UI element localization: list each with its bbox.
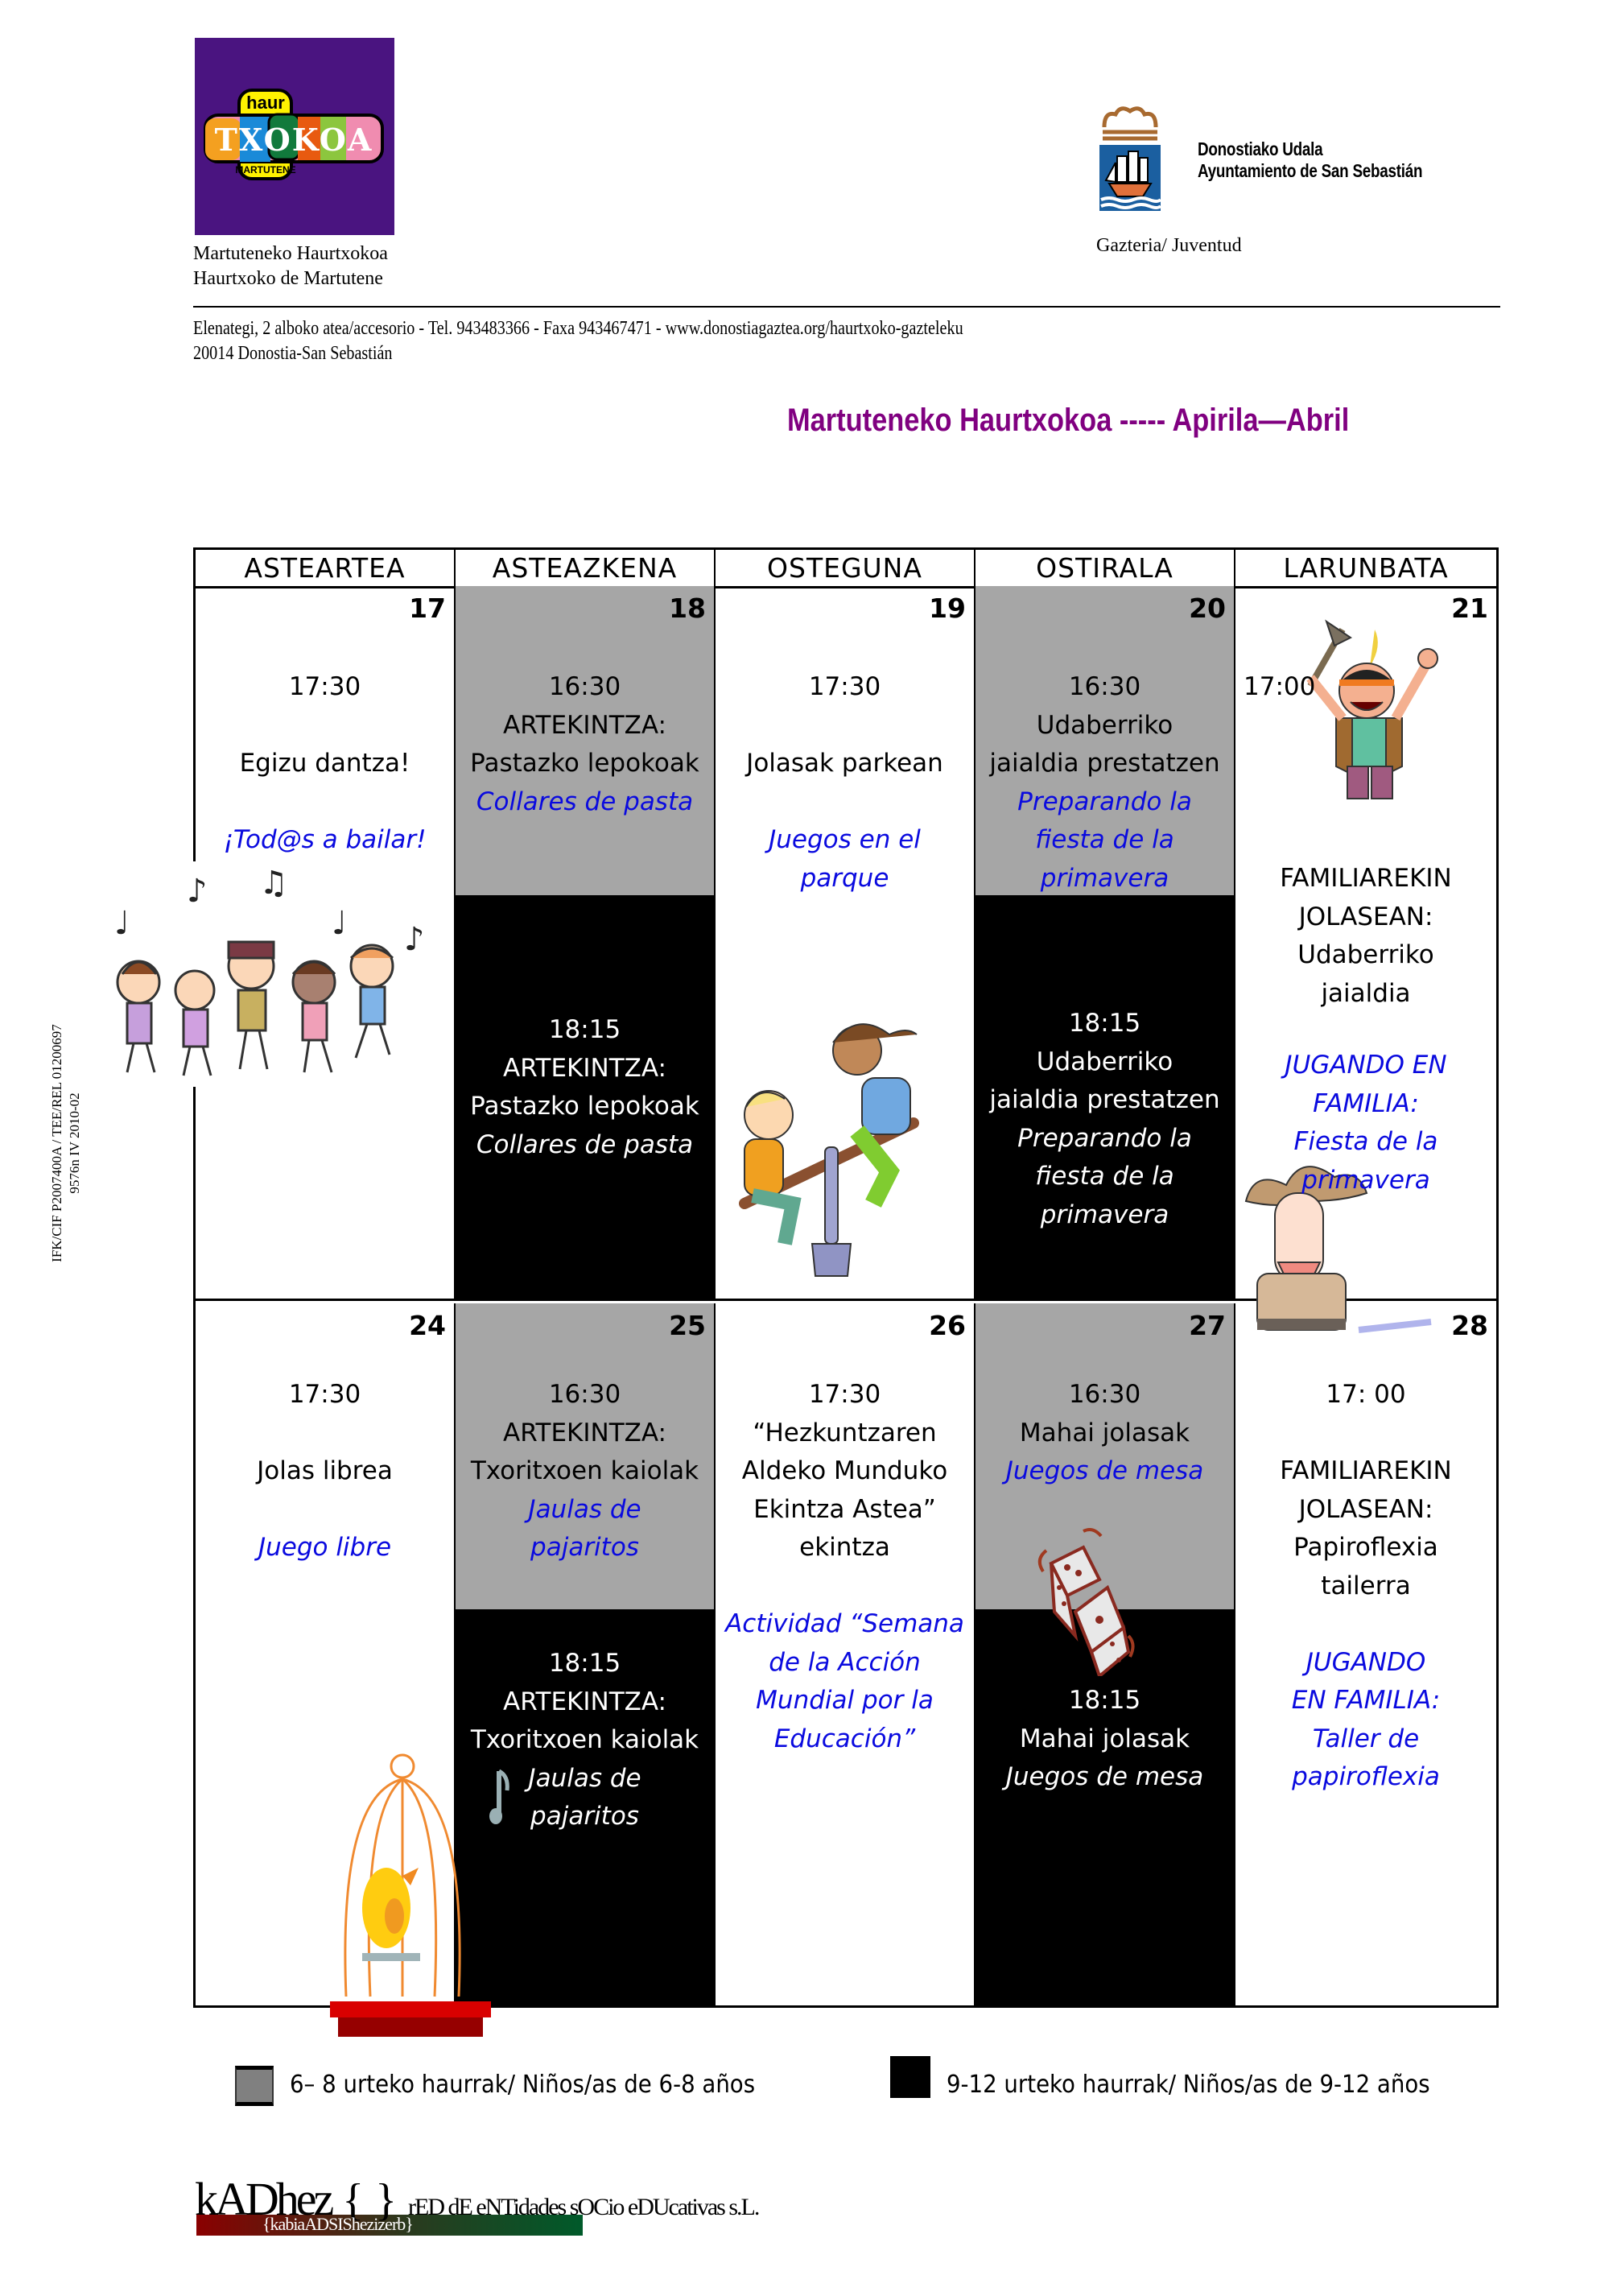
activity-block-9-12 [456, 1011, 714, 1164]
activity-category: FAMILIAREKIN [1280, 864, 1452, 893]
logo-text-martutene: MARTUTENE [235, 164, 296, 176]
native-boy-illustration [1278, 613, 1479, 815]
dancing-children-illustration [98, 861, 436, 1087]
activity-title-basque: Txoritxoen kaiolak [470, 1456, 699, 1485]
day-header-friday: OSTIRALA [975, 550, 1235, 586]
activity-title-basque: jaialdia prestatzen [989, 1085, 1220, 1114]
brand-tagline: rED dE eNTidades sOCio eDUcativas s.L. [408, 2194, 759, 2220]
day-number: 19 [929, 593, 966, 624]
activity-time: 18:15 [1068, 1009, 1141, 1038]
seesaw-children-illustration [728, 1010, 930, 1284]
activity-block [716, 1376, 974, 1758]
activity-block-9-12 [975, 1682, 1234, 1797]
activity-title-spanish: Juegos de mesa [1005, 1456, 1204, 1485]
activity-title-spanish: fiesta de la [1035, 1162, 1174, 1191]
activity-category: ARTEKINTZA: [503, 1687, 666, 1716]
activity-title-spanish: parque [800, 863, 889, 893]
activity-title-basque: Ekintza Astea” [753, 1494, 936, 1524]
activity-title-spanish: Taller de [1312, 1724, 1420, 1753]
activity-time: 18:15 [548, 1649, 621, 1678]
activity-title-spanish: Actividad “Semana [725, 1609, 964, 1638]
logo-text-main: TXOKOA [214, 122, 373, 158]
activity-title-spanish: Preparando la [1017, 787, 1192, 816]
ship-crest-icon [1093, 103, 1167, 212]
activity-title-basque: ekintza [799, 1533, 890, 1562]
logo-text-haur: haur [246, 93, 285, 113]
activity-title-basque: Papiroflexia [1293, 1533, 1438, 1562]
activity-title-basque: jaialdia prestatzen [989, 749, 1220, 778]
activity-title-basque: Udaberriko [1036, 1047, 1173, 1076]
day-header-tuesday: ASTEARTEA [196, 550, 456, 586]
day-header-thursday: OSTEGUNA [716, 550, 975, 586]
activity-time: 17:30 [808, 1380, 881, 1409]
activity-title-basque: Jolasak parkean [746, 749, 943, 778]
svg-text:♩: ♩ [332, 905, 347, 942]
activity-block [716, 668, 974, 898]
activity-block-6-8 [975, 1376, 1234, 1491]
day-cell-18[interactable] [456, 586, 716, 1299]
activity-title-spanish: FAMILIA: [1313, 1088, 1419, 1118]
city-council-name [1198, 138, 1422, 182]
activity-title-basque: Egizu dantza! [239, 749, 410, 778]
activity-block-6-8 [975, 668, 1234, 898]
activity-time: 17:30 [288, 672, 361, 701]
page-title: Martuteneko Haurtxokoa ----- Apirila—Abril [787, 403, 1350, 438]
side-registration-code [48, 982, 84, 1304]
activity-title-spanish: Jaulas de [528, 1494, 641, 1524]
activity-title-basque: Mahai jolasak [1019, 1418, 1190, 1447]
activity-category: ARTEKINTZA: [503, 710, 666, 740]
seesaw-icon [728, 1010, 930, 1284]
activity-title-spanish: Juego libre [258, 1533, 392, 1562]
activity-title-basque: “Hezkuntzaren [753, 1418, 937, 1447]
activity-title-spanish: Educación” [773, 1724, 916, 1753]
activity-title-spanish: pajaritos [530, 1802, 639, 1831]
dancing-children-icon [98, 861, 436, 1087]
city-council-basque: Donostiako Udala [1198, 138, 1323, 159]
activity-title-spanish: primavera [1040, 863, 1169, 893]
dice-illustration [1035, 1523, 1140, 1676]
activity-block-9-12 [456, 1645, 714, 1836]
org-name-basque: Martuteneko Haurtxokoa [193, 243, 388, 264]
svg-text:♫: ♫ [259, 865, 288, 902]
svg-text:♩: ♩ [114, 905, 130, 942]
activity-time: 18:15 [1068, 1686, 1141, 1715]
activity-title-basque: Mahai jolasak [1019, 1724, 1190, 1753]
address-line: Elenategi, 2 alboko atea/accesorio - Tel. 943483366 - Faxa 943467471 - www.donostiagaztea.org/haurtxoko-gazteleku [193, 318, 963, 339]
day-number: 21 [1451, 593, 1488, 624]
day-number: 27 [1189, 1310, 1226, 1341]
day-number: 20 [1189, 593, 1226, 624]
activity-title-basque: Jolas librea [257, 1456, 393, 1485]
activity-title-spanish: de la Acción [769, 1647, 921, 1677]
dice-icon [1035, 1523, 1140, 1676]
activity-title-spanish: JUGANDO EN [1285, 1051, 1447, 1080]
activity-block-9-12 [975, 1005, 1234, 1234]
legend-label-9-12: 9-12 urteko haurrak/ Niños/as de 9-12 años [947, 2071, 1430, 2099]
city-council-spanish: Ayuntamiento de San Sebastián [1198, 160, 1423, 181]
activity-title-spanish: Juegos en el [769, 825, 921, 854]
legend-swatch-6-8 [235, 2066, 274, 2106]
activity-category: FAMILIAREKIN [1280, 1456, 1452, 1485]
activity-title-basque: tailerra [1321, 1571, 1411, 1600]
activity-block-6-8 [456, 668, 714, 821]
organization-name [193, 242, 388, 291]
activity-title-spanish: Collares de pasta [476, 1129, 694, 1159]
day-number: 18 [669, 593, 706, 624]
day-cell-20[interactable] [975, 586, 1235, 1299]
svg-text:♪: ♪ [187, 873, 208, 910]
svg-text:♪: ♪ [404, 921, 425, 958]
address-block [193, 316, 963, 366]
activity-title-spanish: papiroflexia [1292, 1762, 1440, 1791]
activity-time: 18:15 [548, 1015, 621, 1044]
activity-time: 16:30 [1068, 672, 1141, 701]
brand-logo-text: kADhez [195, 2173, 332, 2225]
activity-title-spanish: Jaulas de [528, 1763, 641, 1793]
activity-title-basque: Udaberriko [1036, 710, 1173, 740]
activity-category: ARTEKINTZA: [503, 1418, 666, 1447]
activity-title-basque: Aldeko Munduko [741, 1456, 948, 1485]
brand-braces: { } [342, 2175, 398, 2225]
header-divider [193, 306, 1500, 308]
activity-time: 17: 00 [1326, 1380, 1406, 1409]
activity-title-spanish: ¡Tod@s a bailar! [223, 825, 427, 854]
activity-time: 16:30 [548, 672, 621, 701]
activity-title-spanish: EN FAMILIA: [1291, 1686, 1441, 1715]
day-cell-28[interactable] [1235, 1303, 1496, 2005]
day-header-wednesday: ASTEAZKENA [456, 550, 716, 586]
registration-line-1: IFK/CIF P2007400A / TEE/REL 01200697 [49, 1024, 64, 1262]
activity-title-spanish: pajaritos [530, 1533, 639, 1562]
activity-block [196, 668, 454, 860]
activity-block [1235, 1376, 1496, 1797]
legend-swatch-9-12 [890, 2056, 930, 2098]
activity-title-spanish: primavera [1040, 1200, 1169, 1229]
activity-time: 16:30 [548, 1380, 621, 1409]
activity-title-spanish: Juegos de mesa [1005, 1762, 1204, 1791]
day-number: 17 [409, 593, 446, 624]
activity-title-spanish: Mundial por la [756, 1686, 934, 1715]
department-label: Gazteria/ Juventud [1096, 235, 1242, 256]
org-name-spanish: Haurtxoko de Martutene [193, 268, 383, 289]
activity-time: 17:30 [288, 1380, 361, 1409]
activity-block [196, 1376, 454, 1567]
activity-title-spanish: Fiesta de la [1293, 1127, 1438, 1156]
postal-line: 20014 Donostia-San Sebastián [193, 343, 393, 364]
haurtxoko-logo-graphic [195, 38, 394, 235]
activity-time: 17:00 [1244, 672, 1316, 701]
day-number: 25 [669, 1310, 706, 1341]
activity-time: 17:30 [808, 672, 881, 701]
activity-block [1235, 860, 1496, 1200]
activity-title-spanish: Collares de pasta [476, 787, 694, 816]
native-boy-icon [1278, 613, 1479, 815]
san-sebastian-coat-of-arms [1093, 103, 1167, 212]
registration-line-2: 9576n IV 2010-02 [67, 1092, 82, 1194]
haurtxoko-logo [195, 38, 394, 235]
day-cell-25[interactable] [456, 1303, 716, 2005]
activity-category: JOLASEAN: [1298, 902, 1433, 931]
activity-title-basque: Pastazko lepokoak [470, 749, 699, 778]
activity-title-spanish: JUGANDO [1305, 1647, 1426, 1677]
activity-title-basque: Pastazko lepokoak [470, 1092, 699, 1121]
calendar-header-row [196, 550, 1496, 588]
activity-title-spanish: fiesta de la [1035, 825, 1174, 854]
day-number: 28 [1451, 1310, 1488, 1341]
day-cell-26[interactable] [716, 1303, 975, 2005]
activity-title-spanish: Preparando la [1017, 1123, 1192, 1153]
activity-title-basque: jaialdia [1321, 978, 1411, 1008]
activity-time: 16:30 [1068, 1380, 1141, 1409]
brand-subtitle: {kabiaADSIShezizerb} [262, 2214, 413, 2234]
legend-label-6-8: 6– 8 urteko haurrak/ Niños/as de 6-8 años [290, 2071, 756, 2099]
activity-category: JOLASEAN: [1298, 1494, 1433, 1524]
activity-title-basque: Txoritxoen kaiolak [470, 1725, 699, 1754]
activity-title-spanish: primavera [1301, 1165, 1430, 1195]
activity-title-basque: Udaberriko [1297, 940, 1434, 969]
day-number: 24 [409, 1310, 446, 1341]
activity-category: ARTEKINTZA: [503, 1053, 666, 1083]
day-header-saturday: LARUNBATA [1283, 552, 1449, 584]
activity-block-6-8 [456, 1376, 714, 1567]
day-number: 26 [929, 1310, 966, 1341]
